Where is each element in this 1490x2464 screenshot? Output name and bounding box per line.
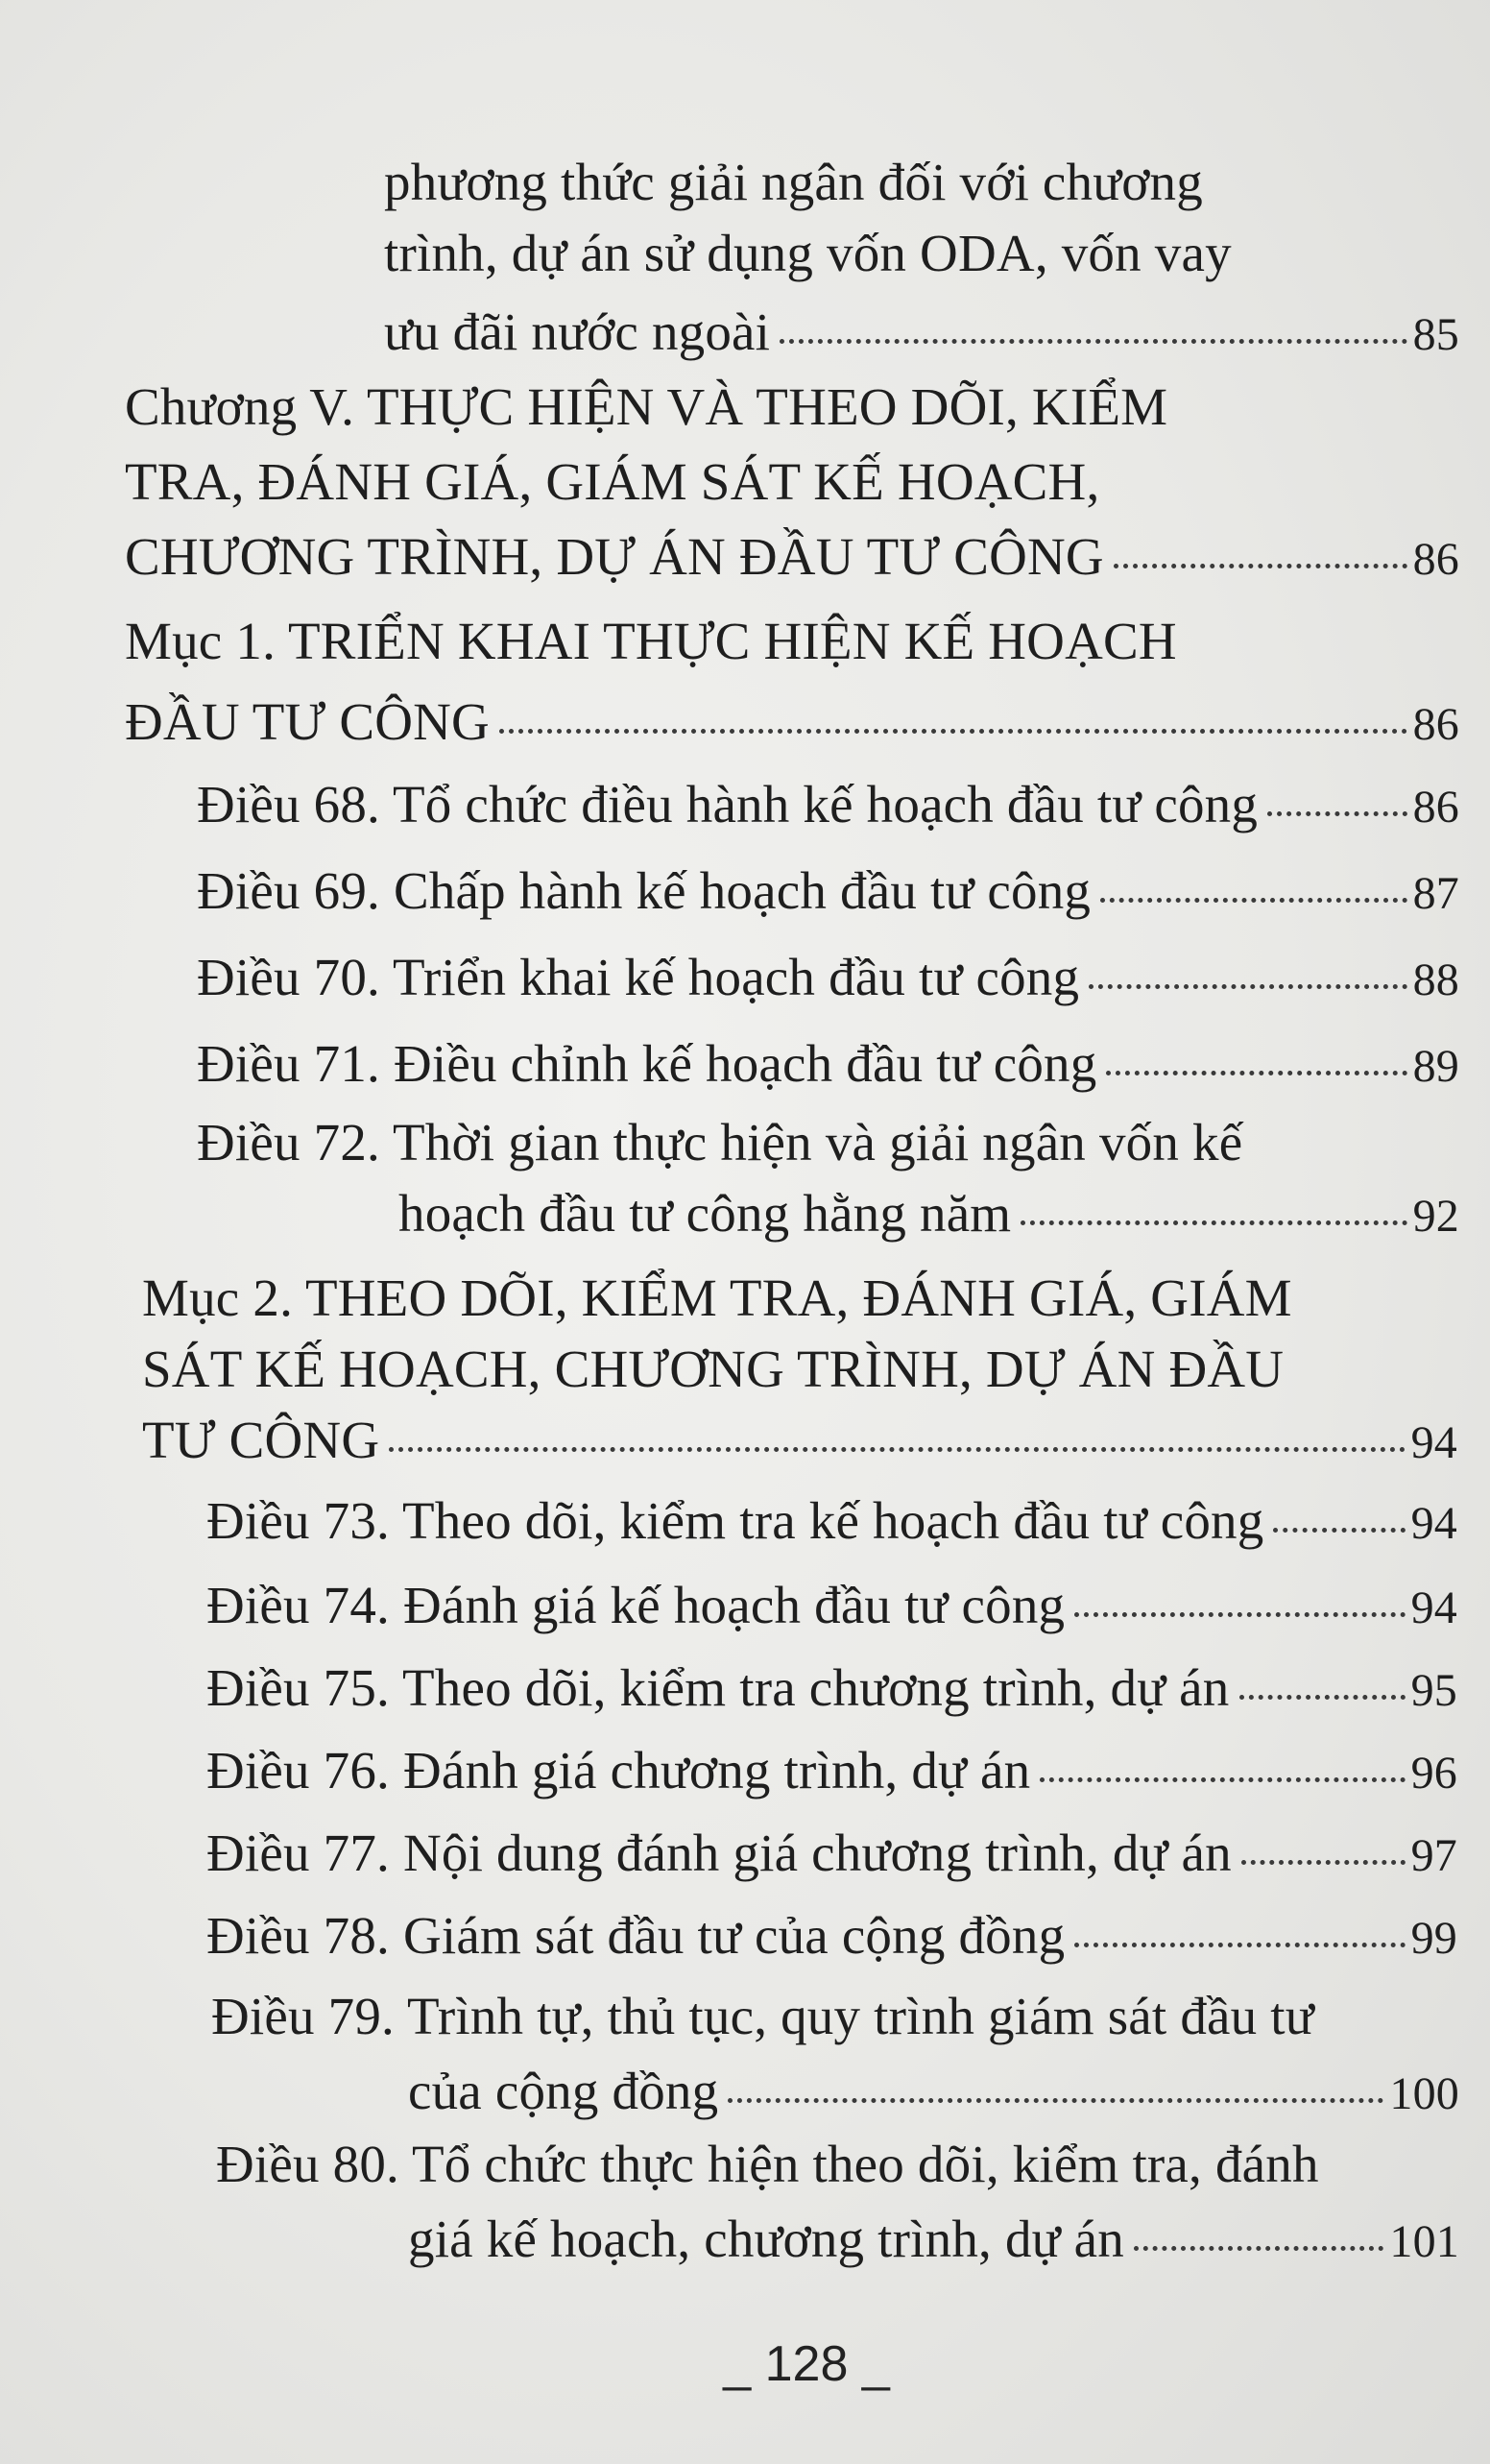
toc-text: giá kế hoạch, chương trình, dự án xyxy=(408,2210,1124,2268)
page-ref: 96 xyxy=(1410,1748,1457,1799)
dot-leader xyxy=(1021,1220,1406,1225)
dot-leader xyxy=(1267,811,1407,816)
dot-leader xyxy=(1089,984,1406,989)
toc-entry xyxy=(142,1410,1457,1474)
toc-text: ưu đãi nước ngoài xyxy=(384,302,771,361)
toc-line xyxy=(384,223,1327,284)
toc-entry xyxy=(197,1033,1459,1098)
toc-entry xyxy=(398,1183,1459,1247)
page-ref: 87 xyxy=(1412,868,1459,919)
toc-text: Điều 68. Tổ chức điều hành kế hoạch đầu tư công xyxy=(197,775,1259,833)
toc-entry xyxy=(197,860,1459,925)
toc-entry xyxy=(125,691,1459,756)
page-ref: 89 xyxy=(1412,1041,1459,1092)
page-number-value: _ 128 _ xyxy=(723,2336,890,2392)
page-ref: 94 xyxy=(1410,1417,1457,1468)
dot-leader xyxy=(1040,1777,1405,1782)
toc-text: Điều 75. Theo dõi, kiểm tra chương trình, dự án xyxy=(206,1658,1230,1717)
toc-text: Điều 76. Đánh giá chương trình, dự án xyxy=(206,1741,1031,1800)
section-heading xyxy=(142,1339,1325,1400)
toc-text: TRA, ĐÁNH GIÁ, GIÁM SÁT KẾ HOẠCH, xyxy=(125,452,1100,511)
chapter-heading xyxy=(125,451,1327,513)
toc-text: Điều 79. Trình tự, thủ tục, quy trình giám sát đầu tư xyxy=(211,1987,1314,2045)
dot-leader xyxy=(1273,1528,1405,1533)
toc-text: Điều 77. Nội dung đánh giá chương trình, dự án xyxy=(206,1824,1232,1882)
page-ref: 94 xyxy=(1410,1582,1457,1633)
toc-line xyxy=(197,1112,1330,1173)
chapter-heading xyxy=(125,376,1327,438)
page-ref: 86 xyxy=(1412,699,1459,750)
page-ref: 101 xyxy=(1389,2216,1459,2267)
toc-entry xyxy=(206,1823,1457,1887)
toc-text: Điều 73. Theo dõi, kiểm tra kế hoạch đầu tư công xyxy=(206,1491,1264,1550)
toc-text: TƯ CÔNG xyxy=(142,1411,380,1469)
toc-text: Điều 74. Đánh giá kế hoạch đầu tư công xyxy=(206,1576,1066,1634)
toc-entry xyxy=(206,1490,1457,1555)
page-ref: 97 xyxy=(1410,1830,1457,1881)
toc-entry xyxy=(206,1657,1457,1722)
toc-text: SÁT KẾ HOẠCH, CHƯƠNG TRÌNH, DỰ ÁN ĐẦU xyxy=(142,1340,1285,1398)
page-ref: 85 xyxy=(1412,309,1459,360)
dot-leader xyxy=(780,339,1406,344)
toc-entry xyxy=(408,2061,1459,2125)
toc-entry xyxy=(197,774,1459,838)
page-ref: 86 xyxy=(1412,534,1459,585)
toc-text: Chương V. THỰC HIỆN VÀ THEO DÕI, KIỂM xyxy=(125,377,1168,436)
dot-leader xyxy=(1100,898,1406,903)
dot-leader xyxy=(728,2098,1383,2103)
toc-line xyxy=(216,2134,1349,2195)
toc-text: Mục 1. TRIỂN KHAI THỰC HIỆN KẾ HOẠCH xyxy=(125,612,1177,670)
page-ref: 99 xyxy=(1410,1913,1457,1964)
page-ref: 86 xyxy=(1412,782,1459,833)
toc-text: Điều 78. Giám sát đầu tư của cộng đồng xyxy=(206,1906,1066,1965)
toc-text: Mục 2. THEO DÕI, KIỂM TRA, ĐÁNH GIÁ, GIÁM xyxy=(142,1268,1292,1327)
toc-entry xyxy=(384,302,1459,366)
toc-text: Điều 71. Điều chỉnh kế hoạch đầu tư công xyxy=(197,1034,1097,1093)
dot-leader xyxy=(1134,2246,1383,2251)
dot-leader xyxy=(1074,1943,1405,1947)
page-ref: 94 xyxy=(1410,1498,1457,1549)
page-ref: 92 xyxy=(1412,1191,1459,1242)
page-ref: 95 xyxy=(1410,1665,1457,1716)
toc-text: Điều 69. Chấp hành kế hoạch đầu tư công xyxy=(197,861,1092,920)
dot-leader xyxy=(1241,1860,1406,1865)
section-heading xyxy=(125,611,1327,672)
dot-leader xyxy=(1239,1695,1406,1700)
toc-entry xyxy=(125,526,1459,591)
toc-text: hoạch đầu tư công hằng năm xyxy=(398,1184,1012,1243)
toc-entry xyxy=(197,947,1459,1011)
dot-leader xyxy=(1106,1071,1406,1075)
toc-text: Điều 80. Tổ chức thực hiện theo dõi, kiểm tra, đánh xyxy=(216,2135,1319,2193)
toc-text: Điều 72. Thời gian thực hiện và giải ngân vốn kế xyxy=(197,1113,1243,1172)
page-ref: 100 xyxy=(1389,2068,1459,2119)
page-ref: 88 xyxy=(1412,954,1459,1005)
toc-line xyxy=(211,1986,1344,2047)
toc-entry xyxy=(206,1575,1457,1639)
toc-entry xyxy=(206,1740,1457,1804)
toc-text: Điều 70. Triển khai kế hoạch đầu tư công xyxy=(197,948,1080,1006)
toc-text: trình, dự án sử dụng vốn ODA, vốn vay xyxy=(384,224,1232,282)
dot-leader xyxy=(1074,1612,1405,1617)
dot-leader xyxy=(1114,564,1407,568)
toc-text: của cộng đồng xyxy=(408,2062,719,2120)
toc-text: ĐẦU TƯ CÔNG xyxy=(125,692,490,751)
toc-text: phương thức giải ngân đối với chương xyxy=(384,153,1203,211)
dot-leader xyxy=(499,729,1407,734)
section-heading xyxy=(142,1268,1325,1329)
toc-entry xyxy=(408,2209,1459,2273)
toc-line xyxy=(384,152,1327,213)
page-number xyxy=(710,2335,902,2393)
toc-entry xyxy=(206,1905,1457,1969)
dot-leader xyxy=(389,1447,1405,1452)
toc-text: CHƯƠNG TRÌNH, DỰ ÁN ĐẦU TƯ CÔNG xyxy=(125,527,1104,586)
